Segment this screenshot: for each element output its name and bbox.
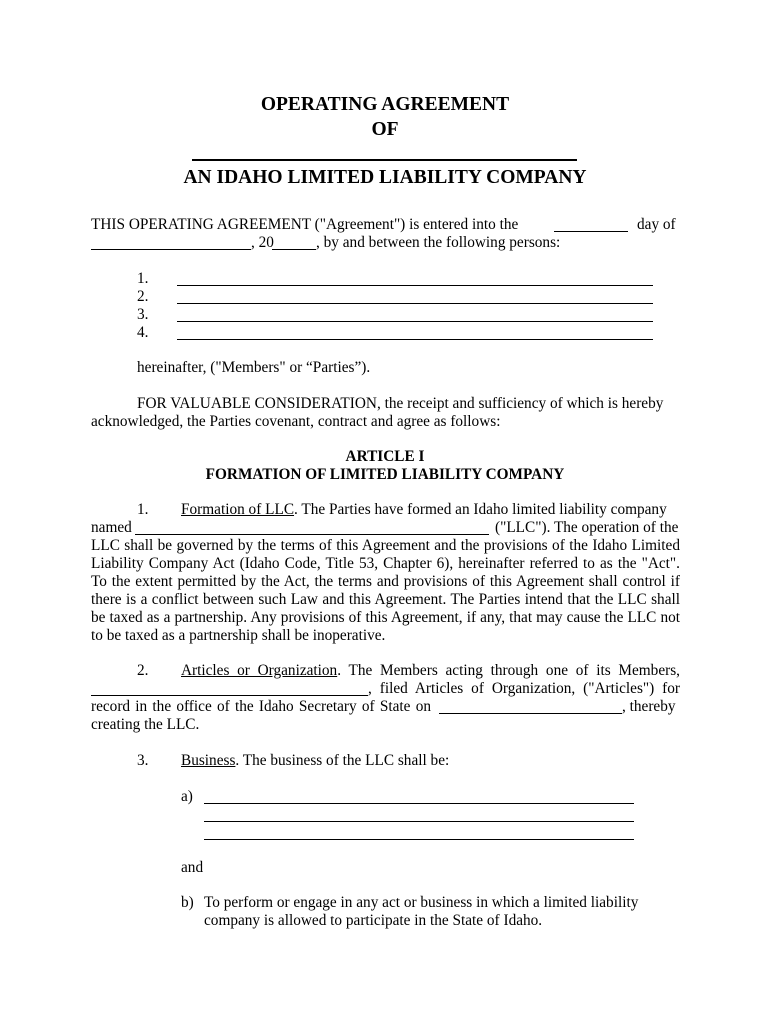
llc-name-blank [135, 534, 489, 535]
article-heading: ARTICLE I [345, 448, 425, 465]
business-blank-2 [204, 821, 634, 822]
section-2-line-3b: , thereby [622, 698, 676, 715]
business-blank-1 [204, 803, 634, 804]
section-1-line-5: To the extent permitted by the Act, the terms and provisions of this Agreement shall control if [91, 573, 680, 590]
person-number-3: 3. [137, 306, 149, 323]
member-name-blank [91, 695, 368, 696]
section-1-line-4: Liability Company Act (Idaho Code, Title 53, Chapter 6), hereinafter referred to as the "Act". [91, 555, 680, 572]
section-3-line-1-rest: . The business of the LLC shall be: [235, 752, 450, 769]
section-1-line-1 [181, 501, 667, 519]
section-2-number: 2. [137, 662, 149, 679]
month-blank [91, 249, 251, 250]
business-blank-3 [204, 839, 634, 840]
person-number-1: 1. [137, 270, 149, 287]
person-blank-2 [177, 303, 653, 304]
section-2-line-2: , filed Articles of Organization, ("Articles") for [368, 680, 680, 697]
title-line-3: AN IDAHO LIMITED LIABILITY COMPANY [183, 167, 587, 188]
section-1-line-2a: named [91, 519, 132, 536]
section-1-line-2b: ("LLC"). The operation of the [495, 519, 679, 536]
intro-line-1b: day of [637, 216, 676, 233]
section-3-line-1 [181, 752, 449, 770]
section-1-heading: Formation of LLC [181, 501, 295, 518]
day-blank [554, 231, 628, 232]
intro-line-2b: , by and between the following persons: [316, 234, 561, 251]
title-line-1: OPERATING AGREEMENT [260, 94, 510, 115]
person-blank-3 [177, 321, 653, 322]
and-text: and [181, 859, 204, 876]
person-blank-1 [177, 285, 653, 286]
item-b-label: b) [181, 894, 194, 911]
section-3-heading: Business [181, 752, 236, 769]
intro-line-1a: THIS OPERATING AGREEMENT ("Agreement") is entered into the [91, 216, 519, 233]
section-3-number: 3. [137, 752, 149, 769]
person-number-4: 4. [137, 324, 149, 341]
consideration-line-2: acknowledged, the Parties covenant, contract and agree as follows: [91, 413, 501, 430]
company-name-blank [192, 159, 577, 161]
section-1-line-7: be taxed as a partnership. Any provisions of this Agreement, if any, that may cause the LLC not [91, 609, 680, 626]
year-blank [272, 249, 316, 250]
section-2-line-1 [181, 662, 680, 680]
person-blank-4 [177, 339, 653, 340]
section-2-heading: Articles or Organization [181, 662, 338, 679]
section-2-line-3a: record in the office of the Idaho Secretary of State on [91, 698, 431, 715]
hereinafter-text: hereinafter, ("Members" or “Parties”). [137, 359, 371, 376]
article-subheading: FORMATION OF LIMITED LIABILITY COMPANY [205, 466, 565, 483]
section-1-line-6: there is a conflict between such Law and this Agreement. The Parties intend that the LLC shall [91, 591, 680, 608]
person-number-2: 2. [137, 288, 149, 305]
section-1-number: 1. [137, 501, 149, 518]
consideration-line-1: FOR VALUABLE CONSIDERATION, the receipt and sufficiency of which is hereby [137, 395, 664, 412]
item-b-line-2: company is allowed to participate in the State of Idaho. [204, 912, 543, 929]
section-2-line-4: creating the LLC. [91, 716, 200, 733]
title-line-2: OF [371, 119, 399, 140]
section-2-line-1-rest: . The Members acting through one of its Members, [337, 662, 680, 679]
section-1-line-1-rest: . The Parties have formed an Idaho limited liability company [294, 501, 667, 518]
section-1-line-8: to be taxed as a partnership shall be inoperative. [91, 627, 386, 644]
filing-date-blank [439, 713, 622, 714]
item-b-line-1: To perform or engage in any act or business in which a limited liability [204, 894, 639, 911]
section-1-line-3: LLC shall be governed by the terms of this Agreement and the provisions of the Idaho Limited [91, 537, 680, 554]
item-a-label: a) [181, 788, 193, 805]
intro-line-2a: , 20 [251, 234, 274, 251]
